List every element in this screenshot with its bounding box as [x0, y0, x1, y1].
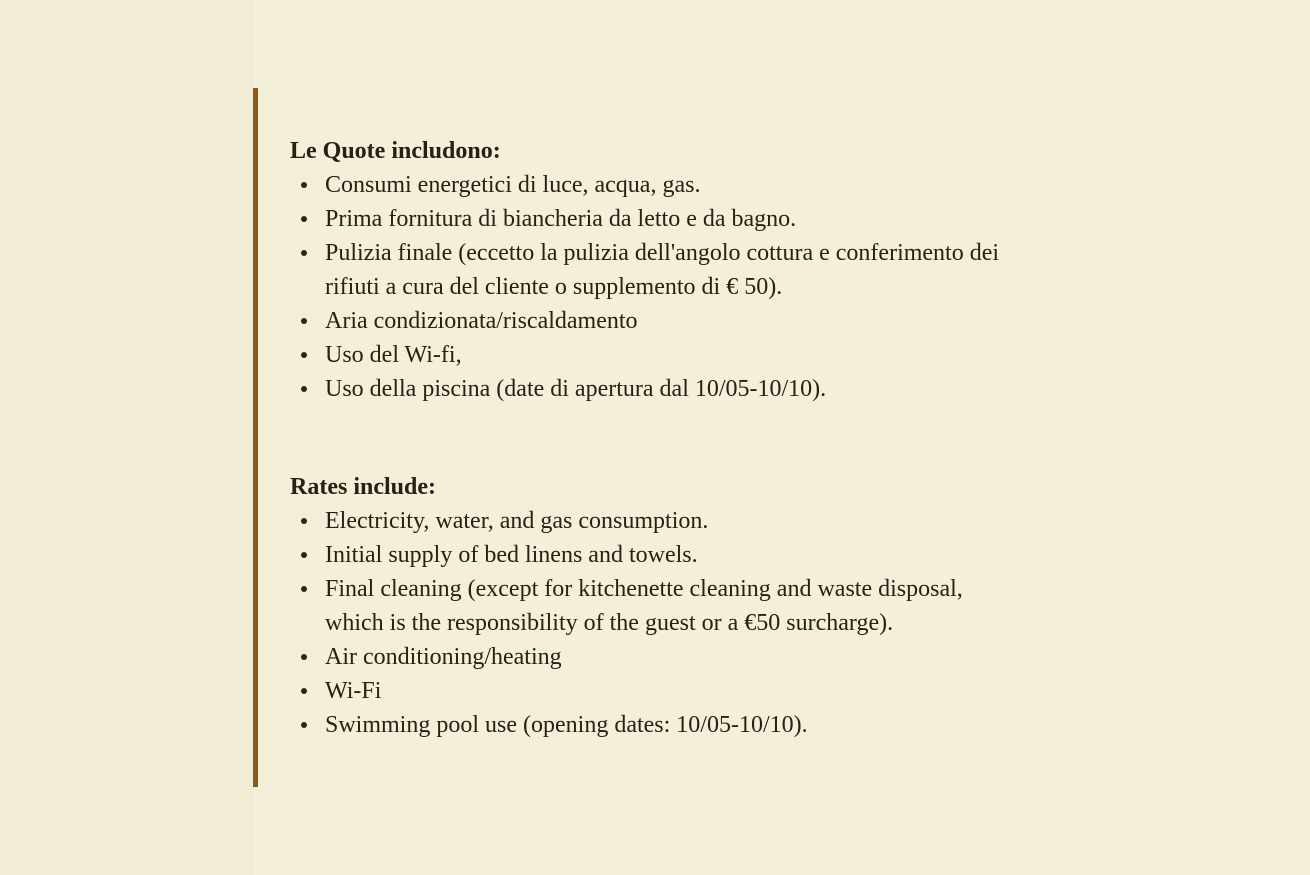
list-item	[290, 168, 1190, 202]
bullet-list-italian	[290, 168, 1190, 406]
bullet-icon	[301, 552, 307, 558]
list-item	[290, 708, 1190, 742]
list-item	[290, 504, 1190, 538]
list-item-text: Final cleaning (except for kitchenette cleaning and waste disposal,	[325, 576, 963, 602]
list-item	[290, 572, 1190, 640]
list-item	[290, 338, 1190, 372]
bullet-list-english	[290, 504, 1190, 742]
list-item-text: Initial supply of bed linens and towels.	[325, 542, 698, 568]
list-item-text: rifiuti a cura del cliente o supplemento di € 50).	[325, 274, 783, 300]
list-item-text: Swimming pool use (opening dates: 10/05-10/10).	[325, 712, 808, 738]
content	[290, 134, 1190, 742]
list-item-text: Aria condizionata/riscaldamento	[325, 308, 638, 334]
bullet-icon	[301, 654, 307, 660]
list-item	[290, 236, 1190, 304]
bullet-icon	[301, 250, 307, 256]
list-item-text: Air conditioning/heating	[325, 644, 562, 670]
section-english	[290, 470, 1190, 742]
bullet-icon	[301, 688, 307, 694]
accent-bar	[253, 88, 258, 787]
bullet-icon	[301, 386, 307, 392]
list-item	[290, 640, 1190, 674]
bullet-icon	[301, 722, 307, 728]
bullet-icon	[301, 318, 307, 324]
bullet-icon	[301, 352, 307, 358]
list-item-text: Uso della piscina (date di apertura dal 10/05-10/10).	[325, 376, 827, 402]
bullet-icon	[301, 216, 307, 222]
list-item-text: Prima fornitura di biancheria da letto e da bagno.	[325, 206, 797, 232]
list-item	[290, 674, 1190, 708]
bullet-icon	[301, 518, 307, 524]
section-heading-italian: Le Quote includono:	[290, 138, 501, 164]
section-heading-english: Rates include:	[290, 474, 436, 500]
list-item-text: Electricity, water, and gas consumption.	[325, 508, 709, 534]
list-item	[290, 538, 1190, 572]
list-item	[290, 372, 1190, 406]
list-item-text: Uso del Wi-fi,	[325, 342, 462, 368]
section-italian	[290, 134, 1190, 406]
list-item-text: which is the responsibility of the guest or a €50 surcharge).	[325, 610, 894, 636]
list-item	[290, 202, 1190, 236]
list-item-text: Wi-Fi	[325, 678, 382, 704]
list-item	[290, 304, 1190, 338]
bullet-icon	[301, 182, 307, 188]
list-item-text: Consumi energetici di luce, acqua, gas.	[325, 172, 701, 198]
bullet-icon	[301, 586, 307, 592]
list-item-text: Pulizia finale (eccetto la pulizia dell'angolo cottura e conferimento dei	[325, 240, 1000, 266]
